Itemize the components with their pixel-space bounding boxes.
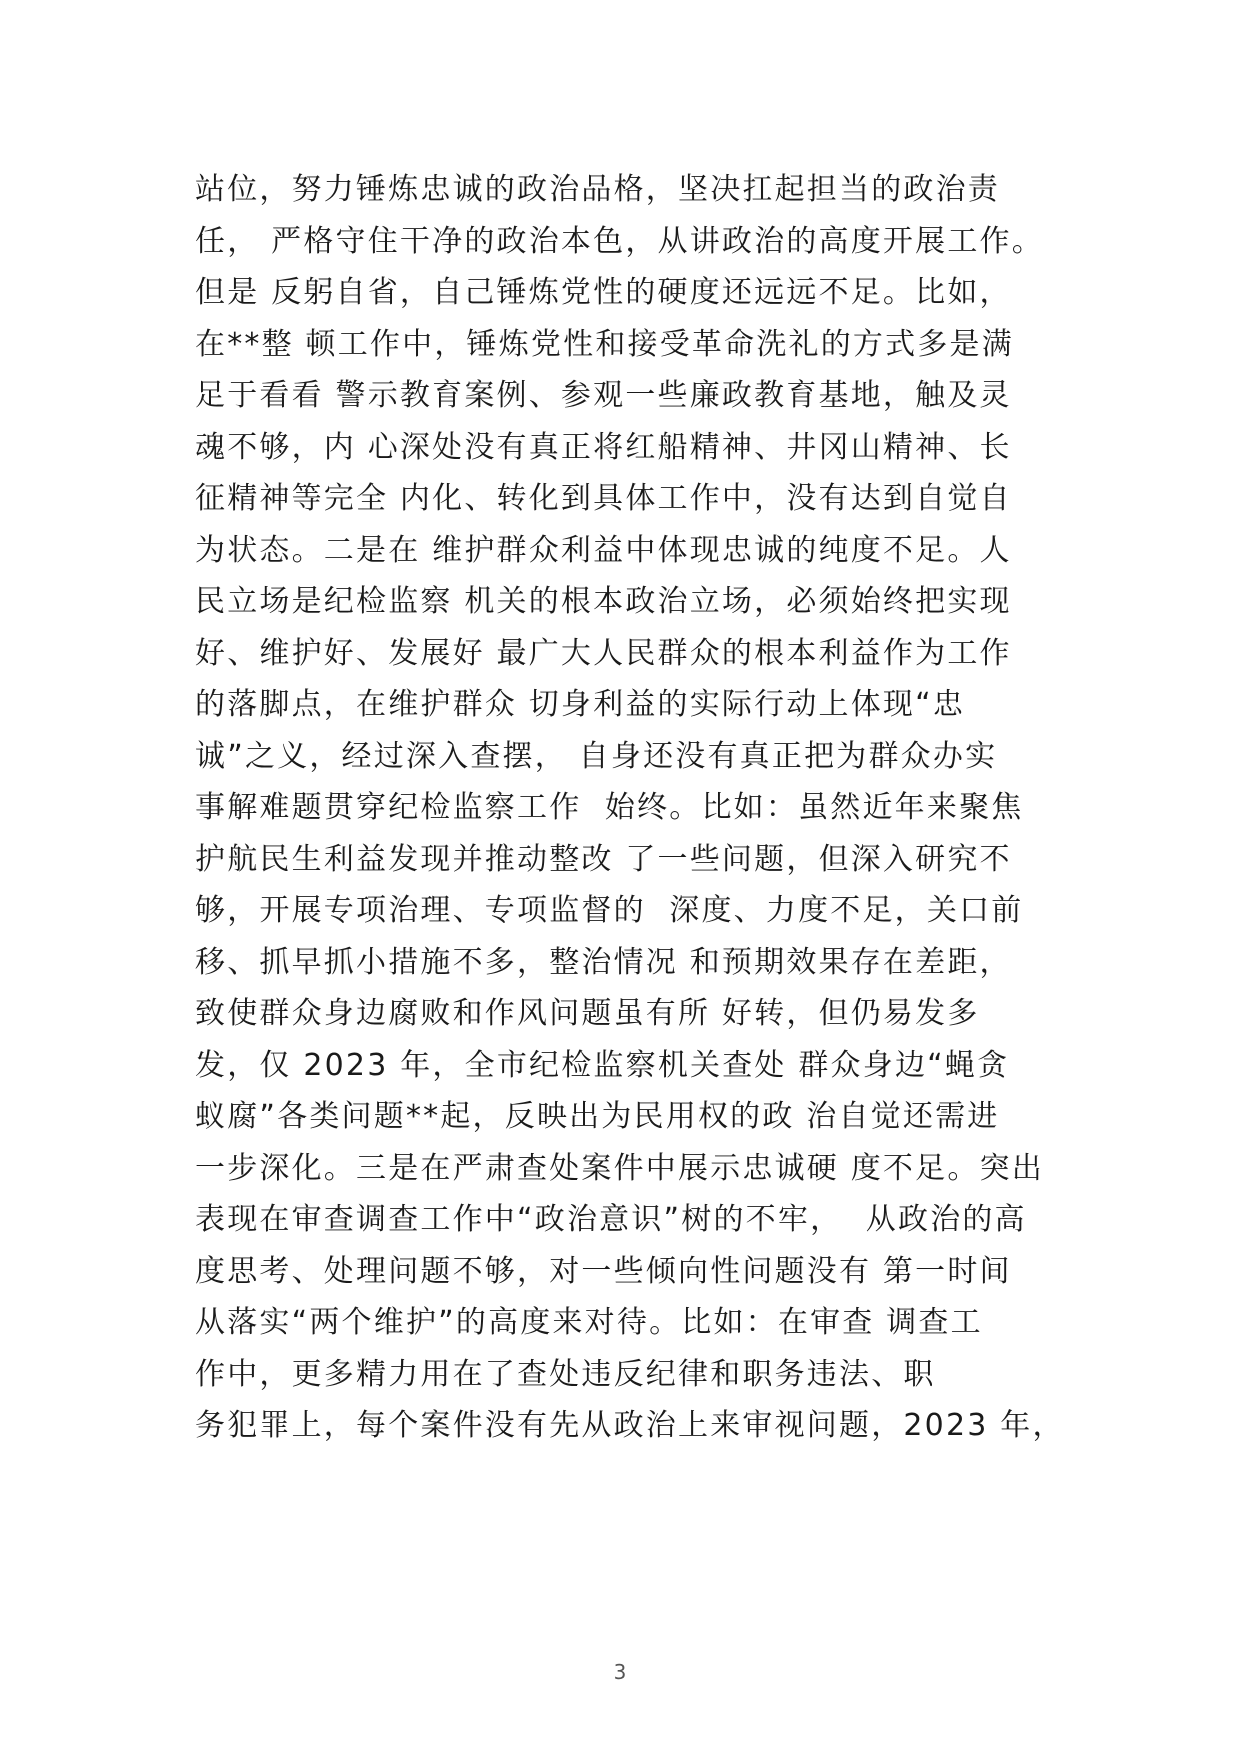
page-number: 3: [613, 1660, 627, 1684]
text-line: 为状态。二是在 维护群众利益中体现忠诚的纯度不足。人: [195, 532, 1012, 568]
text-line: 发，仅 2023 年，全市纪检监察机关查处 群众身边“蝇贪: [195, 1047, 1010, 1083]
body-text: [195, 164, 1095, 1452]
text-line: 诚”之义，经过深入查摆， 自身还没有真正把为群众办实: [195, 738, 998, 774]
text-line: 度思考、处理问题不够，对一些倾向性问题没有 第一时间: [195, 1253, 1012, 1289]
text-line: 任， 严格守住干净的政治本色，从讲政治的高度开展工作。: [195, 223, 1044, 259]
text-line: 事解难题贯穿纪检监察工作 始终。比如：虽然近年来聚焦: [195, 790, 1024, 825]
text-line: 表现在审查调查工作中“政治意识”树的不牢， 从政治的高: [195, 1202, 1027, 1237]
text-line: 护航民生利益发现并推动整改 了一些问题，但深入研究不: [195, 841, 1012, 877]
text-line: 民立场是纪检监察 机关的根本政治立场，必须始终把实现: [195, 584, 1012, 619]
text-line: 致使群众身边腐败和作风问题虽有所 好转，但仍易发多: [195, 996, 980, 1031]
text-line: 站位，努力锤炼忠诚的政治品格，坚决扛起担当的政治责: [195, 172, 1000, 207]
text-line: 魂不够，内 心深处没有真正将红船精神、井冈山精神、长: [195, 429, 1012, 465]
text-line: 够，开展专项治理、专项监督的 深度、力度不足，关口前: [195, 893, 1024, 928]
text-line: 从落实“两个维护”的高度来对待。比如：在审查 调查工: [195, 1305, 983, 1340]
text-line: 务犯罪上，每个案件没有先从政治上来审视问题，2023 年，: [195, 1408, 1065, 1443]
text-line: 蚁腐”各类问题**起，反映出为民用权的政 治自觉还需进: [195, 1099, 1000, 1134]
text-line: 作中，更多精力用在了查处违反纪律和职务违法、职: [195, 1356, 936, 1392]
text-line: 但是 反躬自省，自己锤炼党性的硬度还远远不足。比如，: [195, 275, 1012, 310]
text-line: 足于看看 警示教育案例、参观一些廉政教育基地，触及灵: [195, 378, 1012, 413]
text-line: 一步深化。三是在严肃查处案件中展示忠诚硬 度不足。突出: [195, 1150, 1044, 1186]
text-line: 好、维护好、发展好 最广大人民群众的根本利益作为工作: [195, 635, 1012, 671]
text-line: 征精神等完全 内化、转化到具体工作中，没有达到自觉自: [195, 481, 1012, 516]
text-line: 在**整 顿工作中，锤炼党性和接受革命洗礼的方式多是满: [195, 326, 1014, 362]
text-line: 的落脚点，在维护群众 切身利益的实际行动上体现“忠: [195, 687, 966, 722]
text-line: 移、抓早抓小措施不多，整治情况 和预期效果存在差距，: [195, 944, 1012, 980]
